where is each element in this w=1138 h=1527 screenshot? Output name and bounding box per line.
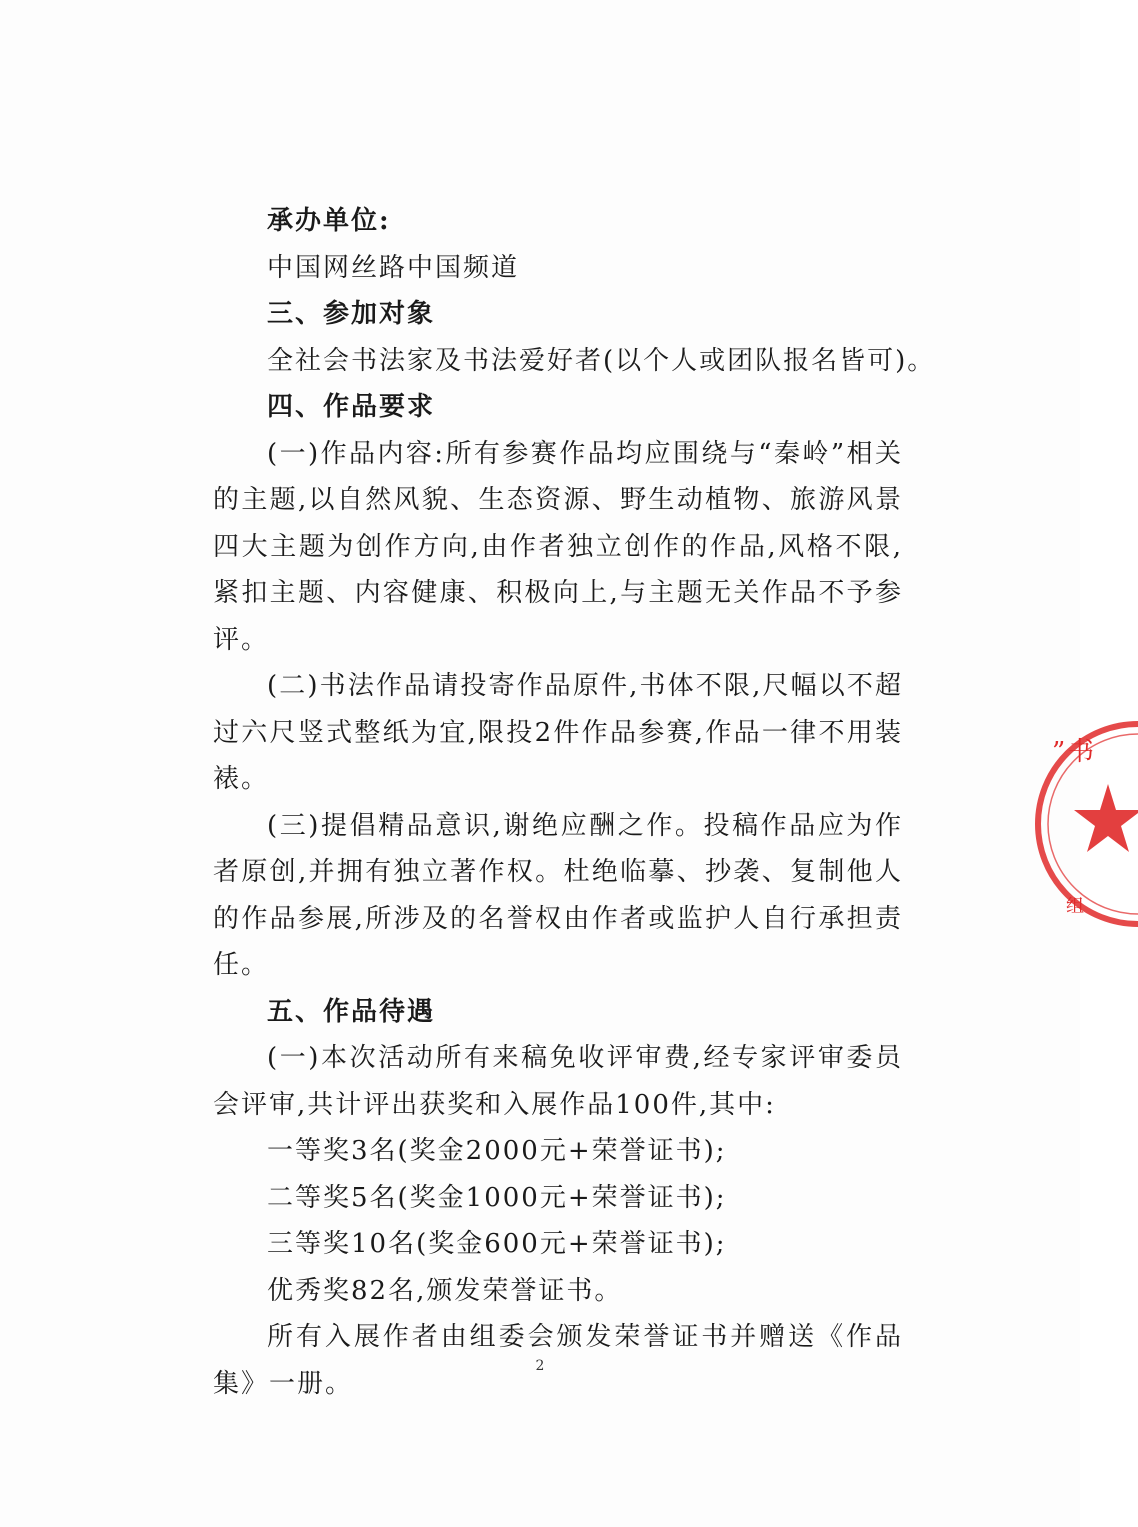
prize-excellence: 优秀奖82名,颁发荣誉证书。 <box>267 1275 623 1306</box>
prize-third: 三等奖10名(奖金600元+荣誉证书); <box>267 1229 727 1259</box>
seal-char-2: 组 <box>1066 896 1084 917</box>
seal-char-1: 书 <box>1068 737 1095 767</box>
awards-intro: (一)本次活动所有来稿免收评审费,经专家评审委员会评审,共计评出获奖和入展作品100件,其中: <box>213 1043 903 1120</box>
requirement-paragraph-1: (一)作品内容:所有参赛作品均应围绕与“秦岭”相关的主题,以自然风貌、生态资源、野生动植物、旅游风景四大主题为创作方向,由作者独立创作的作品,风格不限,紧扣主题、内容健康、积极向上,与主题无关作品不予参评。 <box>213 438 903 655</box>
closing-paragraph: 所有入展作者由组委会颁发荣誉证书并赠送《作品集》一册。 <box>213 1322 903 1399</box>
section-4-heading: 四、作品要求 <box>267 392 436 422</box>
document-body <box>213 198 936 1407</box>
requirement-paragraph-3: (三)提倡精品意识,谢绝应酬之作。投稿作品应为作者原创,并拥有独立著作权。杜绝临摹、抄袭、复制他人的作品参展,所涉及的名誉权由作者或监护人自行承担责任。 <box>213 810 903 980</box>
page-number: 2 <box>535 1358 545 1374</box>
requirement-paragraph-2: (二)书法作品请投寄作品原件,书体不限,尺幅以不超过六尺竖式整纸为宜,限投2件作品参赛,作品一律不用装裱。 <box>213 671 903 794</box>
organizer-heading: 承办单位: <box>267 206 391 236</box>
red-star-seal-icon <box>1028 712 1138 937</box>
section-5-heading: 五、作品待遇 <box>267 996 436 1027</box>
prize-second: 二等奖5名(奖金1000元+荣誉证书); <box>267 1182 727 1213</box>
prize-first: 一等奖3名(奖金2000元+荣誉证书); <box>267 1136 727 1166</box>
section-3-heading: 三、参加对象 <box>267 299 436 329</box>
organizer-name: 中国网丝路中国频道 <box>267 252 520 283</box>
participants-text: 全社会书法家及书法爱好者(以个人或团队报名皆可)。 <box>267 345 936 376</box>
seal-char-quote: ” <box>1052 737 1066 767</box>
